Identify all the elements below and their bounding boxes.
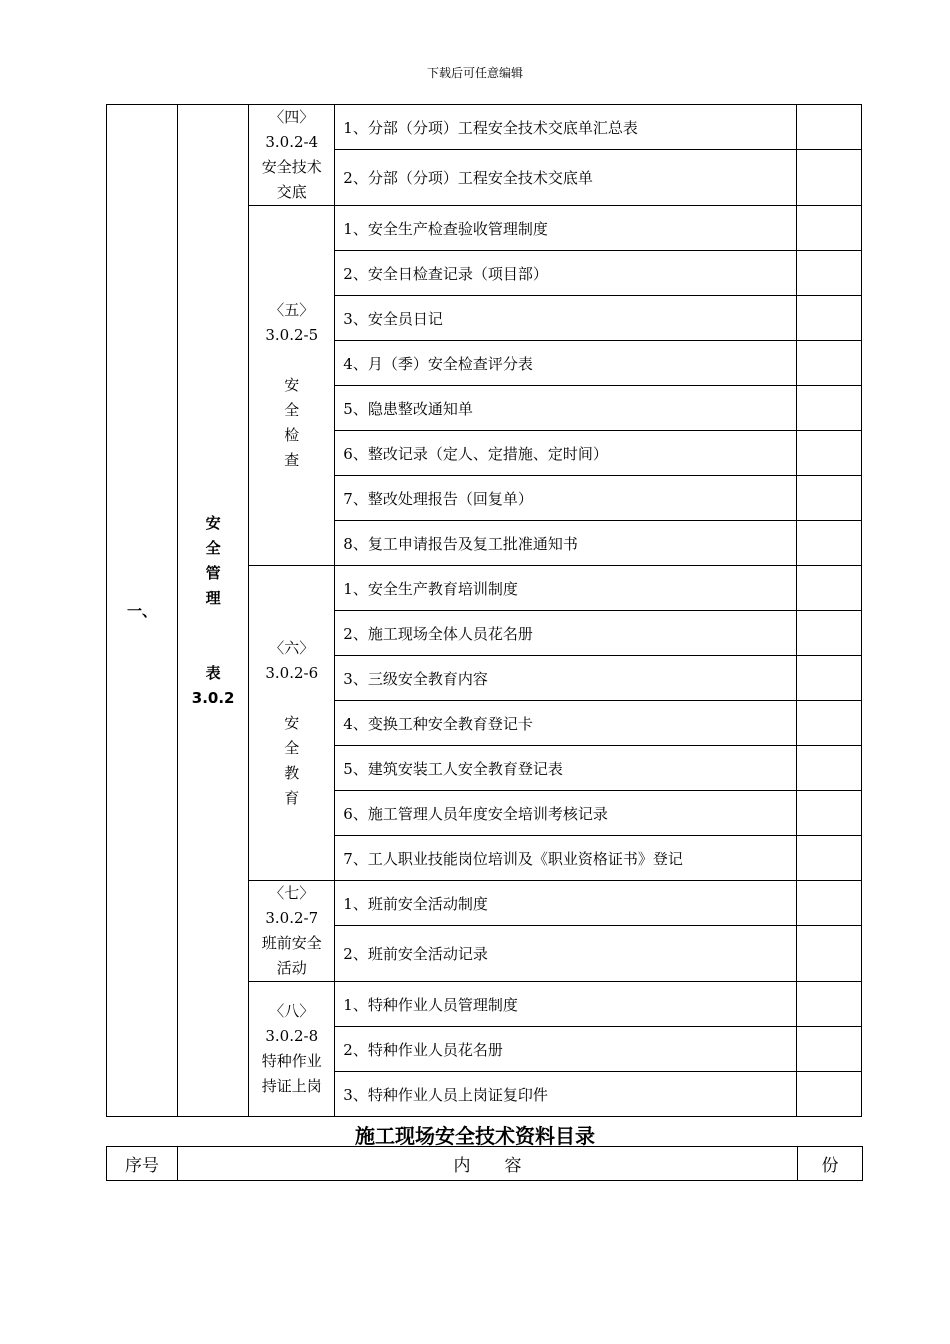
copies-header: 份	[798, 1147, 863, 1181]
item-text: 4、月（季）安全检查评分表	[335, 341, 797, 386]
content-header: 内 容	[178, 1147, 798, 1181]
item-text: 3、三级安全教育内容	[335, 656, 797, 701]
item-text: 5、建筑安装工人安全教育登记表	[335, 746, 797, 791]
item-text: 7、整改处理报告（回复单）	[335, 476, 797, 521]
item-text: 4、变换工种安全教育登记卡	[335, 701, 797, 746]
item-text: 2、分部（分项）工程安全技术交底单	[335, 150, 797, 206]
copies-cell[interactable]	[796, 926, 861, 982]
copies-cell[interactable]	[796, 656, 861, 701]
serial-header: 序号	[107, 1147, 178, 1181]
group-heading	[249, 881, 335, 982]
copies-cell[interactable]	[796, 521, 861, 566]
group-heading-line: 特种作业	[261, 1052, 322, 1070]
directory-header-row	[107, 1147, 863, 1181]
copies-cell[interactable]	[796, 701, 861, 746]
group-heading	[249, 566, 335, 881]
group-heading-line: 安	[284, 713, 300, 732]
group-heading-line: 持证上岗	[261, 1077, 322, 1095]
group-heading-line: 全	[284, 401, 300, 419]
item-text: 2、特种作业人员花名册	[335, 1027, 797, 1072]
copies-cell[interactable]	[796, 566, 861, 611]
copies-cell[interactable]	[796, 881, 861, 926]
copies-cell[interactable]	[796, 105, 861, 150]
copies-cell[interactable]	[796, 150, 861, 206]
item-text: 2、班前安全活动记录	[335, 926, 797, 982]
category-char: 管	[205, 563, 221, 582]
spacer	[178, 611, 248, 661]
category-char: 安	[205, 513, 221, 532]
category-cell	[178, 105, 249, 1117]
group-heading-line: 交底	[276, 183, 307, 201]
category-char: 全	[205, 538, 221, 557]
copies-cell[interactable]	[796, 982, 861, 1027]
category-char: 理	[205, 588, 221, 607]
group-heading-line: 〈六〉	[269, 638, 315, 657]
group-heading-line: 班前安全	[261, 934, 322, 952]
table-row	[107, 105, 862, 150]
group-heading-line: 3.0.2-4	[265, 133, 319, 151]
group-heading-line: 3.0.2-6	[265, 663, 319, 682]
group-heading-line: 教	[284, 763, 300, 782]
directory-title: 施工现场安全技术资料目录	[355, 1124, 595, 1148]
group-heading-line: 3.0.2-5	[265, 326, 319, 344]
group-heading-line: 安	[284, 376, 300, 394]
item-text: 1、分部（分项）工程安全技术交底单汇总表	[335, 105, 797, 150]
header-note: 下载后可任意编辑	[426, 66, 523, 80]
copies-cell[interactable]	[796, 1072, 861, 1117]
table-code: 3.0.2	[191, 688, 235, 707]
copies-cell[interactable]	[796, 1027, 861, 1072]
group-heading	[249, 105, 335, 206]
item-text: 7、工人职业技能岗位培训及《职业资格证书》登记	[335, 836, 797, 881]
item-text: 1、安全生产教育培训制度	[335, 566, 797, 611]
group-heading-line: 〈七〉	[269, 884, 315, 902]
directory-table	[106, 1146, 863, 1181]
group-heading-line: 活动	[276, 959, 307, 977]
copies-cell[interactable]	[796, 341, 861, 386]
item-text: 2、安全日检查记录（项目部）	[335, 251, 797, 296]
group-heading-line: 安全技术	[261, 158, 322, 176]
copies-cell[interactable]	[796, 386, 861, 431]
item-text: 6、整改记录（定人、定措施、定时间）	[335, 431, 797, 476]
item-text: 1、安全生产检查验收管理制度	[335, 206, 797, 251]
copies-cell[interactable]	[796, 206, 861, 251]
section-number: 一、	[107, 105, 178, 1117]
group-heading-line: 〈八〉	[269, 1002, 315, 1020]
group-heading-line	[249, 686, 334, 711]
item-text: 3、安全员日记	[335, 296, 797, 341]
group-heading-line: 〈五〉	[269, 301, 315, 319]
copies-cell[interactable]	[796, 251, 861, 296]
safety-table	[106, 104, 862, 1117]
copies-cell[interactable]	[796, 791, 861, 836]
copies-cell[interactable]	[796, 296, 861, 341]
item-text: 1、特种作业人员管理制度	[335, 982, 797, 1027]
group-heading-line: 3.0.2-7	[265, 909, 319, 927]
table-label: 表	[205, 663, 221, 682]
group-heading-line: 〈四〉	[269, 108, 315, 126]
group-heading	[249, 982, 335, 1117]
group-heading-line: 育	[284, 788, 300, 807]
copies-cell[interactable]	[796, 836, 861, 881]
group-heading-line	[249, 348, 334, 373]
item-text: 5、隐患整改通知单	[335, 386, 797, 431]
item-text: 3、特种作业人员上岗证复印件	[335, 1072, 797, 1117]
group-heading	[249, 206, 335, 566]
copies-cell[interactable]	[796, 476, 861, 521]
item-text: 6、施工管理人员年度安全培训考核记录	[335, 791, 797, 836]
copies-cell[interactable]	[796, 611, 861, 656]
group-heading-line: 全	[284, 738, 300, 757]
item-text: 2、施工现场全体人员花名册	[335, 611, 797, 656]
item-text: 8、复工申请报告及复工批准通知书	[335, 521, 797, 566]
copies-cell[interactable]	[796, 746, 861, 791]
copies-cell[interactable]	[796, 431, 861, 476]
item-text: 1、班前安全活动制度	[335, 881, 797, 926]
group-heading-line: 检	[284, 426, 300, 444]
group-heading-line: 3.0.2-8	[265, 1027, 319, 1045]
group-heading-line: 查	[284, 451, 300, 469]
